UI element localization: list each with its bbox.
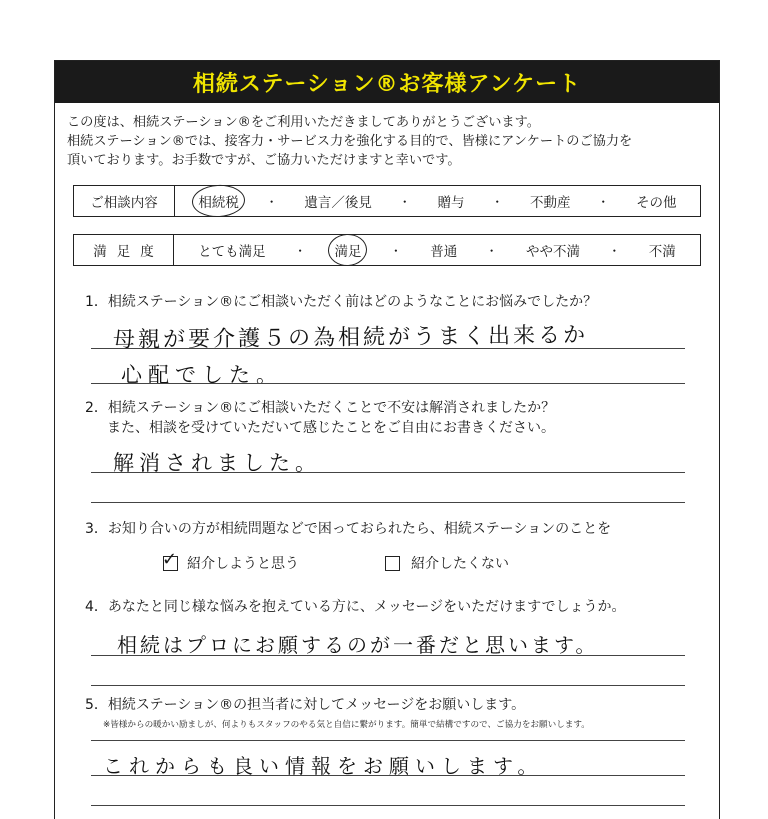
satisfaction-option-somewhat-dissatisfied[interactable]: やや不満	[525, 244, 580, 260]
separator-dot: ・	[491, 194, 504, 209]
answer-5-line-1[interactable]: これからも良い情報をお願いします。	[103, 754, 544, 778]
referral-yes-checkbox[interactable]	[162, 549, 178, 571]
satisfaction-option-dissatisfied[interactable]: 不満	[648, 244, 676, 260]
separator-dot: ・	[389, 243, 402, 258]
answer-rule	[91, 775, 685, 776]
intro-text	[67, 113, 707, 170]
question-2-line-1: 2．相続ステーション®にご相談いただくことで不安は解消されましたか？	[85, 400, 556, 416]
question-5: 5．相続ステーション®の担当者に対してメッセージをお願いします。	[85, 697, 526, 713]
intro-line-2: 相続ステーション®では、接客力・サービス力を強化する目的で、皆様にアンケートのご協力を	[67, 134, 633, 149]
answer-2-line-1[interactable]: 解消されました。	[113, 451, 321, 475]
referral-options	[162, 549, 583, 575]
answer-rule	[91, 348, 685, 349]
answer-rule	[91, 472, 685, 473]
answer-rule	[91, 740, 685, 741]
answer-4-line-1[interactable]: 相続はプロにお願するのが一番だと思います。	[117, 633, 599, 657]
separator-dot: ・	[597, 194, 610, 209]
answer-1-line-1[interactable]: 母親が要介護５の為相続がうまく出来るか	[112, 323, 589, 353]
consultation-box	[73, 185, 701, 217]
question-1: 1．相続ステーション®にご相談いただく前はどのようなことにお悩みでしたか？	[85, 294, 598, 310]
intro-line-3: 頂いております。お手数ですが、ご協力いただけますと幸いです。	[67, 153, 461, 168]
answer-rule	[91, 685, 685, 686]
question-2-line-2: また、相談を受けていただいて感じたことをご自由にお書きください。	[107, 420, 555, 436]
consultation-option-other[interactable]: その他	[636, 195, 677, 211]
answer-rule	[91, 502, 685, 503]
consultation-option-will[interactable]: 遺言／後見	[304, 195, 372, 211]
referral-no-checkbox[interactable]	[385, 556, 400, 571]
separator-dot: ・	[398, 194, 411, 209]
answer-1-line-2[interactable]: 心配でした。	[121, 363, 283, 387]
satisfaction-box	[73, 234, 701, 266]
consultation-option-real-estate[interactable]: 不動産	[530, 195, 571, 211]
satisfaction-option-normal[interactable]: 普通	[430, 244, 458, 260]
intro-line-1: この度は、相続ステーション®をご利用いただきましてありがとうございます。	[67, 115, 540, 130]
question-5-note: ※皆様からの暖かい励ましが、何よりもスタッフのやる気と自信に繋がります。簡単で結構ですので、ご協力をお願いします。	[103, 720, 590, 730]
answer-rule	[91, 383, 685, 384]
satisfaction-options	[174, 235, 700, 265]
separator-dot: ・	[608, 243, 621, 258]
satisfaction-option-very-satisfied[interactable]: とても満足	[198, 244, 266, 260]
check-mark-icon: ✓	[162, 549, 178, 570]
consultation-option-inheritance-tax[interactable]: 相続税	[198, 191, 239, 211]
separator-dot: ・	[294, 243, 307, 258]
consultation-option-gift[interactable]: 贈与	[437, 195, 465, 211]
referral-no-label: 紹介したくない	[411, 556, 509, 572]
consultation-label: ご相談内容	[74, 186, 175, 216]
referral-yes-label: 紹介しようと思う	[187, 556, 299, 572]
question-4: 4．あなたと同じ様な悩みを抱えている方に、メッセージをいただけますでしょうか。	[85, 599, 626, 615]
satisfaction-option-satisfied[interactable]: 満足	[334, 240, 361, 260]
answer-rule	[91, 805, 685, 806]
separator-dot: ・	[265, 194, 278, 209]
question-3: 3．お知り合いの方が相続問題などで困っておられたら、相続ステーションのことを	[85, 521, 612, 537]
survey-sheet	[54, 60, 720, 819]
survey-title: 相続ステーション®お客様アンケート	[192, 71, 582, 97]
answer-rule	[91, 655, 685, 656]
consultation-options	[175, 186, 700, 216]
title-bar	[55, 61, 719, 103]
satisfaction-label: 満足度	[74, 235, 174, 265]
separator-dot: ・	[485, 243, 498, 258]
